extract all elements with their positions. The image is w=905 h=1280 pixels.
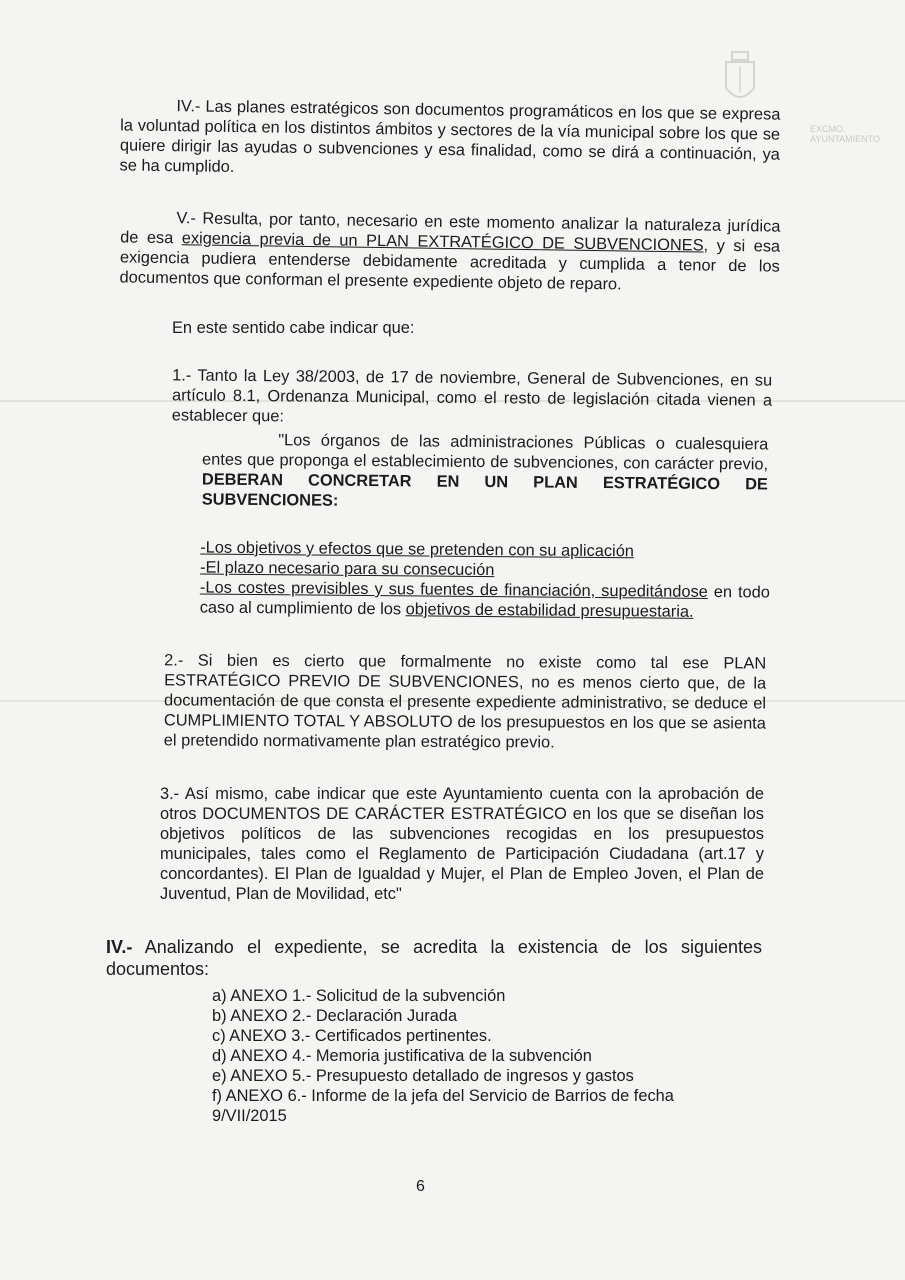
paragraph-punto-3: 3.- Así mismo, cabe indicar que este Ayuntamiento cuenta con la aprobación de otros DOCUMENTOS DE CARÁCTER ESTRATÉGICO en los que se diseñan los objetivos políticos de las subvenciones recogidas en los presupuestos municipales, tales como el Reglamento de Participación Ciudadana (art.17 y concordantes). El Plan de Igualdad y Mujer, el Plan de Empleo Joven, el Plan de Juventud, Plan de Movilidad, etc" [160, 785, 764, 903]
paragraph-punto-2: 2.- Si bien es cierto que formalmente no existe como tal ese PLAN ESTRATÉGICO PREVIO DE SUBVENCIONES, no es menos cierto que, de la documentación de que consta el presente expediente administrativo, se deduce el CUMPLIMIENTO TOTAL Y ABSOLUTO de los presupuestos en los que se asienta el pretendido normativamente plan estratégico previo. [163, 651, 767, 752]
anexo-item: b) ANEXO 2.- Declaración Jurada [212, 1007, 458, 1025]
page-number: 6 [416, 1178, 425, 1195]
paragraph-iv-analizando: IV.- Analizando el expediente, se acredita la existencia de los siguientes documentos: [106, 937, 762, 979]
list-item: -Los objetivos y efectos que se pretenden con su aplicación [200, 538, 635, 561]
underlined-plan: exigencia previa de un PLAN EXTRATÉGICO DE SUBVENCIONES [181, 229, 704, 255]
ghost-header-text: EXCMO. AYUNTAMIENTO [810, 124, 881, 144]
list-item: -El plazo necesario para su consecución [200, 558, 495, 580]
anexo-item: c) ANEXO 3.- Certificados pertinentes. [212, 1027, 492, 1045]
anexos-list [212, 986, 712, 1126]
anexo-item: f) ANEXO 6.- Informe de la jefa del Servicio de Barrios de fecha 9/VII/2015 [212, 1087, 674, 1125]
anexo-item: a) ANEXO 1.- Solicitud de la subvención [212, 987, 506, 1005]
list-item: -Los costes previsibles y sus fuentes de financiación, supeditándose en todo caso al cumplimiento de los objetivos de estabilidad presupuestaria. [199, 578, 770, 621]
quote-block: "Los órganos de las administraciones Públicas o cualesquiera entes que proponga el establecimiento de subvenciones, con carácter previo, DEBERAN CONCRETAR EN UN PLAN ESTRATÉGICO DE SUBVENCIONES: [201, 431, 769, 510]
anexo-item: d) ANEXO 4.- Memoria justificativa de la subvención [212, 1047, 592, 1065]
paragraph-punto-1: 1.- Tanto la Ley 38/2003, de 17 de noviembre, General de Subvenciones, en su artículo 8.1, Ordenanza Municipal, como el resto de legislación citada vienen a establecer que: [171, 366, 773, 426]
paragraph-iv-planes: IV.- Las planes estratégicos son documentos programáticos en los que se expresa la voluntad política en los distintos ámbitos y sectores de la vía municipal sobre los que se quiere dirigir las ayudas o subvenciones y esa finalidad, como se dirá a continuación, ya se ha cumplido. [119, 97, 781, 176]
objectives-list [200, 538, 771, 623]
paragraph-v-resulta: V.- Resulta, por tanto, necesario en este momento analizar la naturaleza jurídica de esa exigencia previa de un PLAN EXTRATÉGICO DE SUBVENCIONES, y si esa exigencia pudiera entenderse debidamente acreditada y cumplida a tenor de los documentos que conforman el presente expediente objeto de reparo. [119, 209, 781, 294]
paragraph-en-este-sentido: En este sentido cabe indicar que: [172, 319, 415, 337]
coat-of-arms-icon [718, 48, 762, 112]
anexo-item: e) ANEXO 5.- Presupuesto detallado de ingresos y gastos [212, 1067, 634, 1085]
quote-bold: DEBERAN CONCRETAR EN UN PLAN ESTRATÉGICO DE SUBVENCIONES: [201, 470, 768, 510]
